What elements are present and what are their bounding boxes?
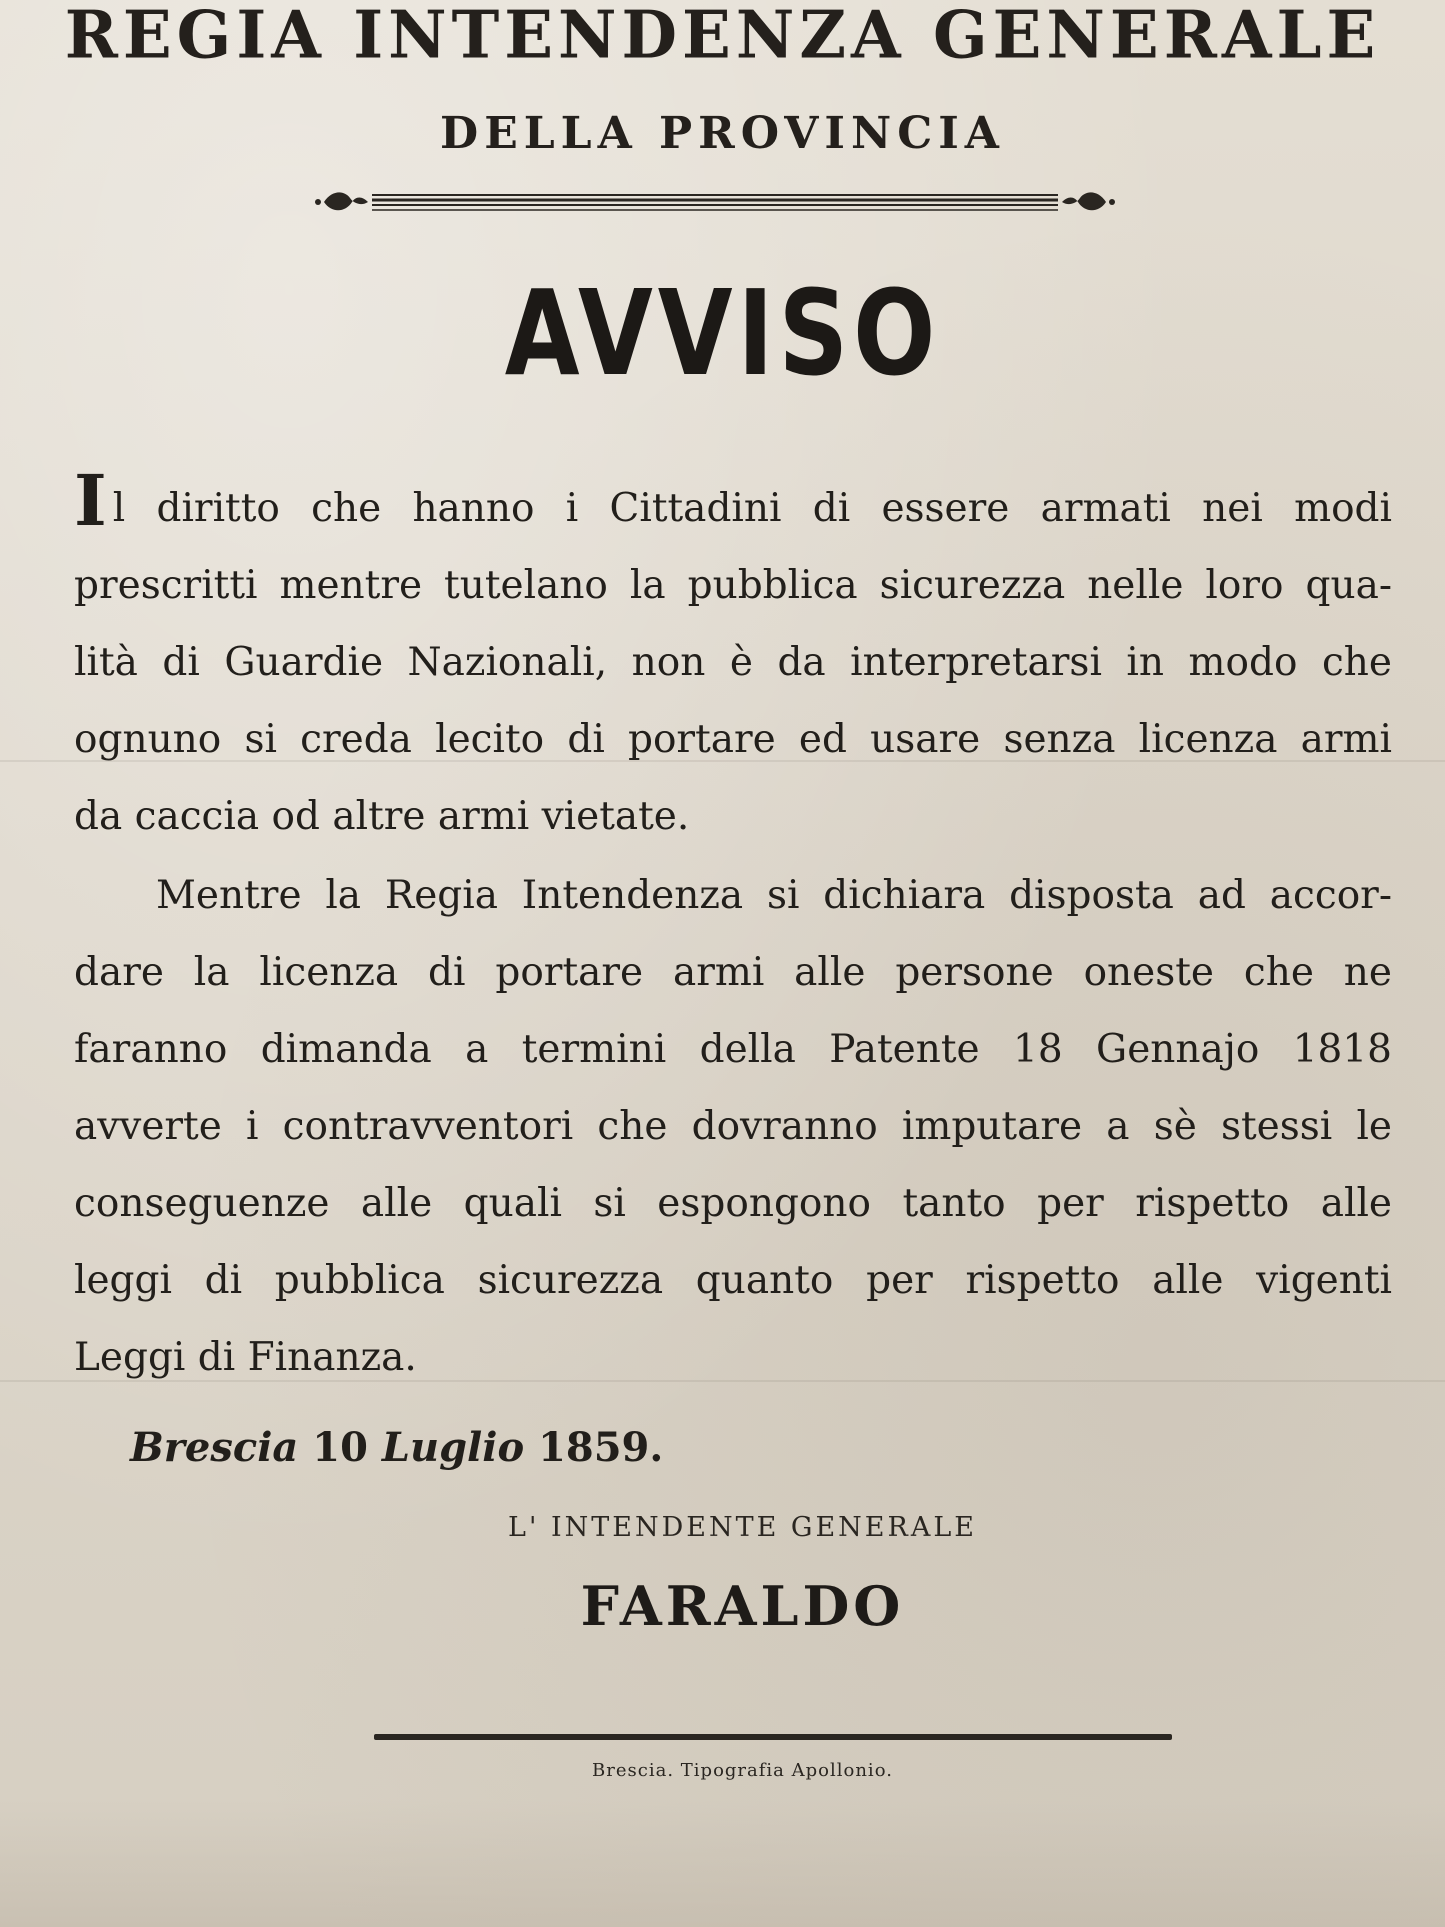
paragraph-1: [74, 459, 1392, 855]
paragraph-line: avverte i contravventori che dovranno imputare a sè stessi le: [74, 1104, 1392, 1149]
ornamental-divider: [310, 182, 1120, 222]
dateline-month: Luglio: [381, 1424, 525, 1471]
paragraph-line: Mentre la Regia Intendenza si dichiara disposta ad accor-: [156, 873, 1392, 918]
header-subtitle: DELLA PROVINCIA: [440, 108, 1005, 159]
notice-heading: AVVISO: [504, 264, 941, 402]
dateline-place: Brescia: [130, 1424, 299, 1471]
flourish-left-icon: [315, 192, 368, 210]
signatory-name: FARALDO: [580, 1574, 905, 1638]
printer-imprint: Brescia. Tipografia Apollonio.: [592, 1760, 893, 1781]
paragraph-line: prescritti mentre tutelano la pubblica sicurezza nelle loro qua-: [74, 563, 1392, 608]
paragraph-line: faranno dimanda a termini della Patente 18 Gennajo 1818: [74, 1027, 1392, 1072]
paragraph-line: leggi di pubblica sicurezza quanto per rispetto alle vigenti: [74, 1258, 1392, 1303]
flourish-right-icon: [1062, 192, 1115, 210]
paragraph-line: Il diritto che hanno i Cittadini di essere armati nei modi: [74, 459, 1392, 542]
paragraph-line: da caccia od altre armi vietate.: [74, 794, 690, 839]
dateline: [130, 1424, 663, 1471]
paragraph-line: conseguenze alle quali si espongono tanto per rispetto alle: [74, 1181, 1392, 1226]
header-title: REGIA INTENDENZA GENERALE: [64, 0, 1381, 74]
bottom-rule: [374, 1734, 1172, 1740]
paragraph-2: [74, 857, 1392, 1396]
paragraph-line: ognuno si creda lecito di portare ed usare senza licenza armi: [74, 717, 1392, 762]
paragraph-line: Leggi di Finanza.: [74, 1335, 417, 1380]
signatory-role: L' INTENDENTE GENERALE: [508, 1512, 977, 1543]
drop-cap: I: [74, 459, 107, 542]
paper-lower-edge: [0, 1800, 1445, 1927]
paragraph-line: dare la licenza di portare armi alle persone oneste che ne: [74, 950, 1392, 995]
dateline-day: 10: [312, 1424, 368, 1471]
dateline-year: 1859.: [538, 1424, 664, 1471]
paragraph-line: lità di Guardie Nazionali, non è da interpretarsi in modo che: [74, 640, 1392, 685]
